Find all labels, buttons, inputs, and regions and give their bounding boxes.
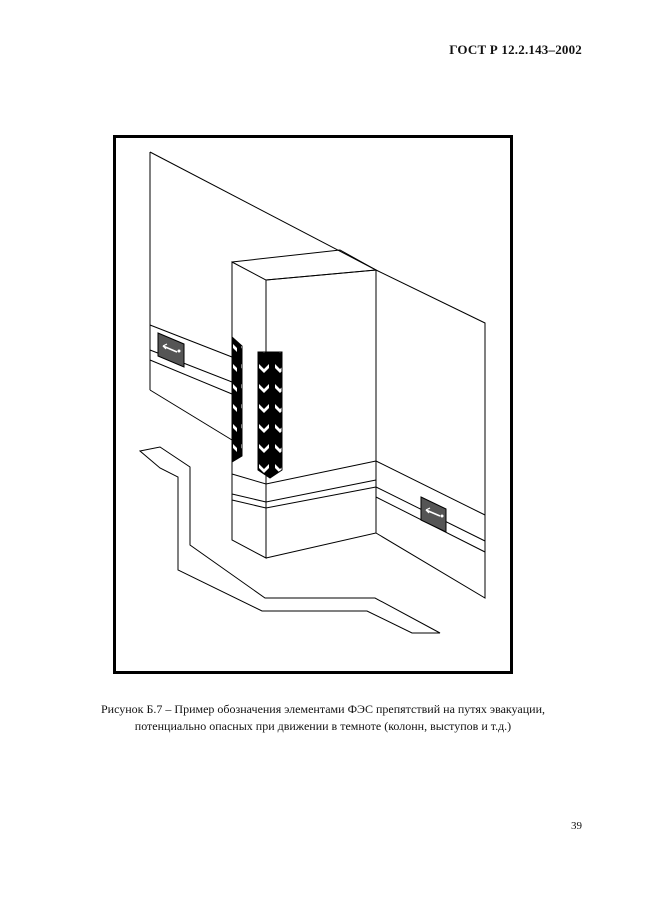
page-number: 39 — [571, 820, 582, 832]
caption-line-1: Рисунок Б.7 – Пример обозначения элементами ФЭС препятствий на путях эвакуации, — [101, 702, 545, 716]
caption-line-2: потенциально опасных при движении в темноте (колонн, выступов и т.д.) — [134, 719, 512, 733]
document-code-header: ГОСТ Р 12.2.143–2002 — [449, 42, 582, 57]
hazard-strip-front — [258, 352, 282, 478]
right-wall — [376, 270, 485, 598]
hazard-strip-side — [232, 337, 242, 462]
figure-caption — [60, 701, 586, 735]
exit-sign-right — [421, 497, 446, 532]
exit-sign-left — [158, 333, 184, 367]
figure-frame — [113, 135, 513, 674]
column-marking-illustration — [113, 135, 513, 674]
floor-path-marking — [140, 447, 440, 633]
